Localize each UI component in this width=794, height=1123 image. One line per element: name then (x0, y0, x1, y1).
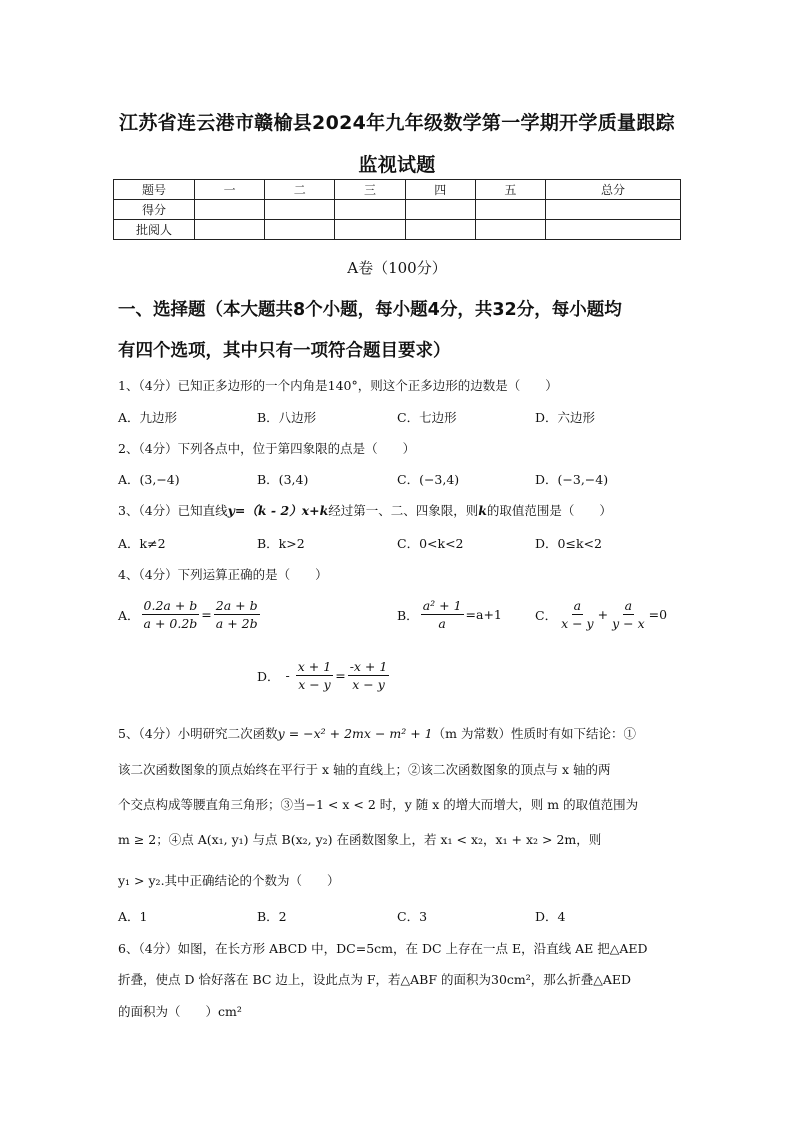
q3-option-a[interactable]: A．k≠2 (118, 536, 166, 551)
header-cell: 题号 (114, 180, 195, 200)
numerator: x + 1 (297, 659, 332, 674)
question-4-stem: 4、（4分）下列运算正确的是（ ） (118, 567, 328, 582)
q3-stem-end: 的取值范围是（ ） (486, 503, 612, 518)
question-2-stem: 2、（4分）下列各点中，位于第四象限的点是（ ） (118, 441, 416, 456)
numerator: a² + 1 (422, 598, 462, 613)
title-line-1: 江苏省连云港市赣榆县2024年九年级数学第一学期开学质量跟踪 (119, 112, 675, 134)
question-5-line-1 (118, 724, 636, 742)
q5-option-d[interactable]: D．4 (535, 909, 566, 924)
row-label: 批阅人 (114, 220, 195, 240)
q4-c-label: C． (535, 607, 558, 623)
q4-option-b[interactable] (397, 598, 502, 631)
numerator: a (573, 598, 582, 613)
denominator: x − y (561, 616, 594, 631)
score-cell[interactable] (475, 200, 545, 220)
q4-c-rest: =0 (648, 607, 668, 622)
score-cell[interactable] (335, 200, 405, 220)
q5-line1-suffix: （m 为常数）性质时有如下结论：① (432, 726, 636, 741)
question-5-line-5: y₁ > y₂.其中正确结论的个数为（ ） (118, 873, 340, 888)
denominator: x − y (298, 677, 331, 692)
volume-label: A卷（100分） (347, 259, 447, 277)
header-cell: 四 (405, 180, 475, 200)
grader-cell[interactable] (335, 220, 405, 240)
q1-option-b[interactable]: B．八边形 (257, 410, 317, 425)
q3-stem-suffix: 经过第一、二、四象限，则 (328, 503, 479, 518)
score-row (114, 200, 681, 220)
q5-option-a[interactable]: A．1 (118, 909, 148, 924)
q2-option-d[interactable]: D．(−3,−4) (535, 472, 609, 487)
q4-option-a[interactable] (118, 598, 260, 631)
question-6-line-1: 6、（4分）如图，在长方形 ABCD 中，DC=5cm，在 DC 上存在一点 E，沿直线 AE 把△AED (118, 941, 648, 956)
score-cell[interactable] (265, 200, 335, 220)
numerator: -x + 1 (349, 659, 388, 674)
q3-option-c[interactable]: C．0<k<2 (397, 536, 464, 551)
q3-equation: y=（k - 2）x+k (227, 503, 329, 518)
q3-variable-k: k (478, 503, 487, 518)
grader-cell[interactable] (265, 220, 335, 240)
q3-option-b[interactable]: B．k>2 (257, 536, 305, 551)
equals-sign: = (335, 668, 346, 683)
q5-option-b[interactable]: B．2 (257, 909, 287, 924)
q5-option-c[interactable]: C．3 (397, 909, 428, 924)
grader-cell[interactable] (195, 220, 265, 240)
score-table (113, 179, 681, 240)
question-6-line-3: 的面积为（ ）cm² (118, 1004, 242, 1019)
q4-option-c[interactable] (535, 598, 667, 631)
q2-option-a[interactable]: A．(3,−4) (118, 472, 180, 487)
q3-stem-prefix: 3、（4分）已知直线 (118, 503, 228, 518)
section-heading-line-2: 有四个选项，其中只有一项符合题目要求） (118, 341, 451, 361)
grader-cell[interactable] (546, 220, 681, 240)
question-6-line-2: 折叠，使点 D 恰好落在 BC 边上，设此点为 F，若△ABF 的面积为30cm²，那么折叠△AED (118, 972, 632, 987)
denominator: x − y (352, 677, 385, 692)
minus-sign: - (285, 668, 290, 683)
denominator: a + 2b (215, 616, 258, 631)
question-3-stem (118, 501, 612, 519)
score-table-header-row (114, 180, 681, 200)
header-cell: 一 (195, 180, 265, 200)
q1-option-c[interactable]: C．七边形 (397, 410, 457, 425)
denominator: a + 0.2b (143, 616, 198, 631)
question-1-stem: 1、（4分）已知正多边形的一个内角是140°，则这个正多边形的边数是（ ） (118, 378, 558, 393)
q4-c-fraction-right (610, 598, 647, 631)
q4-a-label: A． (118, 607, 140, 623)
equals-sign: = (201, 607, 212, 622)
grader-cell[interactable] (475, 220, 545, 240)
q2-option-c[interactable]: C．(−3,4) (397, 472, 460, 487)
q4-d-fraction-right (348, 659, 390, 692)
header-cell: 五 (475, 180, 545, 200)
q5-line1-prefix: 5、（4分）小明研究二次函数 (118, 726, 278, 741)
q1-option-a[interactable]: A．九边形 (118, 410, 178, 425)
score-cell[interactable] (405, 200, 475, 220)
q4-b-label: B． (397, 607, 419, 623)
header-cell: 三 (335, 180, 405, 200)
question-5-line-3: 个交点构成等腰直角三角形；③当−1 < x < 2 时，y 随 x 的增大而增大，则 m 的取值范围为 (118, 797, 639, 812)
q5-function: y = −x² + 2mx − m² + 1 (277, 726, 433, 741)
title-line-2: 监视试题 (358, 154, 436, 176)
header-cell: 二 (265, 180, 335, 200)
q4-a-fraction-right (214, 598, 260, 631)
q4-d-label: D． (257, 668, 280, 684)
q4-a-fraction-left (142, 598, 200, 631)
score-cell[interactable] (195, 200, 265, 220)
grader-row (114, 220, 681, 240)
q4-b-rest: =a+1 (465, 607, 502, 622)
numerator: 0.2a + b (143, 598, 198, 613)
denominator: y − x (612, 616, 645, 631)
header-cell: 总分 (546, 180, 681, 200)
q4-d-fraction-left (296, 659, 333, 692)
grader-cell[interactable] (405, 220, 475, 240)
score-cell[interactable] (546, 200, 681, 220)
q4-b-fraction (421, 598, 464, 631)
numerator: a (624, 598, 633, 613)
q2-option-b[interactable]: B．(3,4) (257, 472, 309, 487)
q1-option-d[interactable]: D．六边形 (535, 410, 596, 425)
denominator: a (438, 616, 446, 631)
q4-c-fraction-left (559, 598, 596, 631)
question-5-line-2: 该二次函数图象的顶点始终在平行于 x 轴的直线上；②该二次函数图象的顶点与 x 轴的两 (118, 762, 611, 777)
row-label: 得分 (114, 200, 195, 220)
q4-option-d[interactable] (257, 659, 389, 692)
q3-option-d[interactable]: D．0≤k<2 (535, 536, 602, 551)
section-heading-line-1: 一、选择题（本大题共8个小题，每小题4分，共32分，每小题均 (118, 300, 622, 320)
question-5-line-4: m ≥ 2；④点 A(x₁, y₁) 与点 B(x₂, y₂) 在函数图象上，若 x₁ < x₂，x₁ + x₂ > 2m，则 (118, 832, 602, 847)
plus-sign: + (597, 607, 609, 622)
numerator: 2a + b (215, 598, 258, 613)
